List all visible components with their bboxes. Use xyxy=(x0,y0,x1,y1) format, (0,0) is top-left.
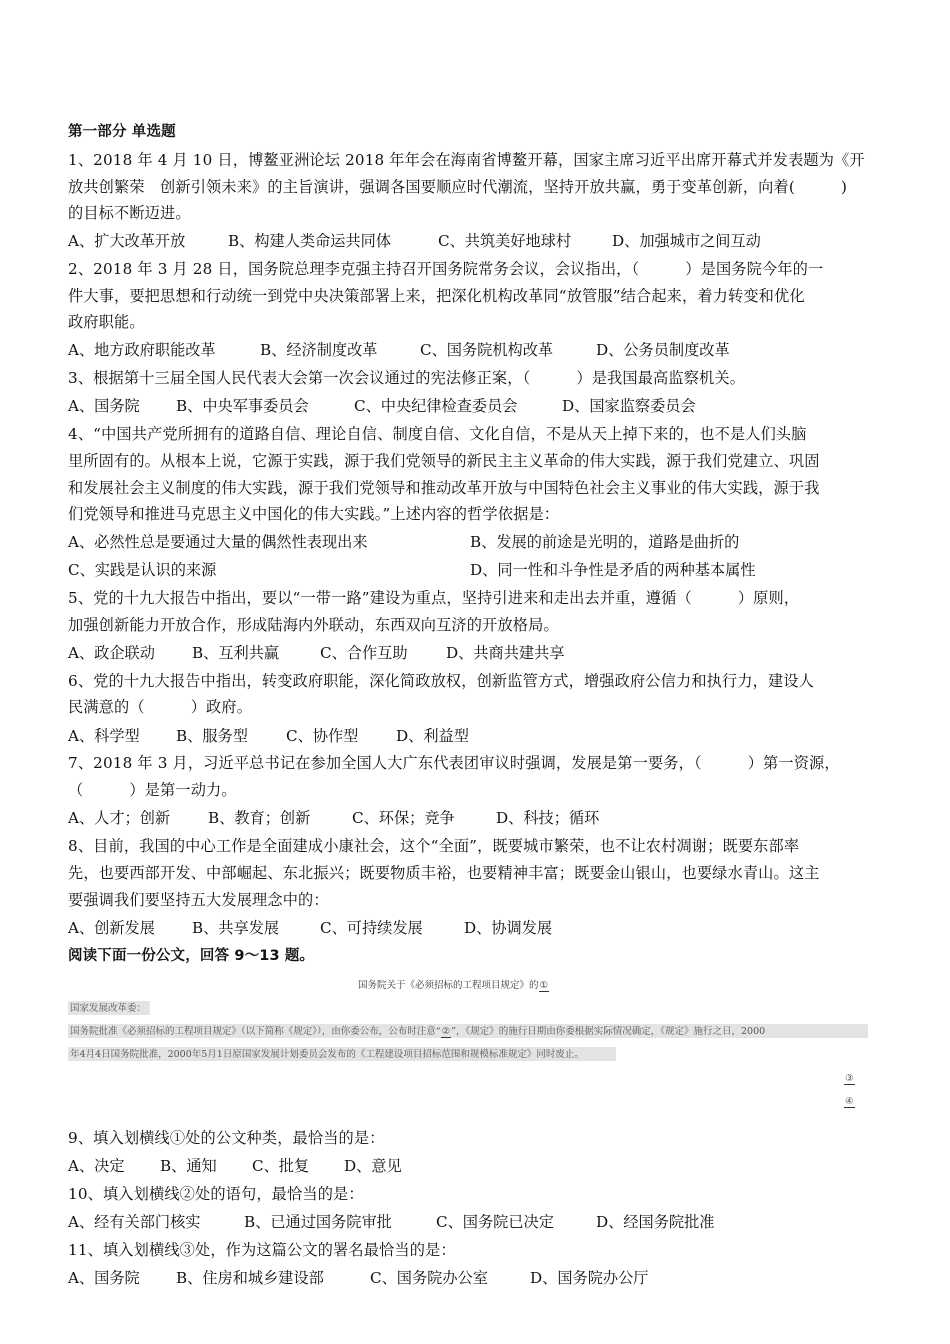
doc-title: 国务院关于《必须招标的工程项目规定》的① xyxy=(358,980,549,991)
q2-option-d: D、公务员制度改革 xyxy=(596,341,730,359)
q1-line-2: 放共创繁荣 创新引领未来》的主旨演讲，强调各国要顺应时代潮流，坚持开放共赢，勇于变革创新，向着( ) xyxy=(68,178,848,196)
q4-option-d: D、同一性和斗争性是矛盾的两种基本属性 xyxy=(470,561,756,579)
q2-line-3: 政府职能。 xyxy=(68,313,145,331)
q4-line-4: 们党领导和推进马克思主义中国化的伟大实践。”上述内容的哲学依据是： xyxy=(68,505,560,523)
q1-line-3: 的目标不断迈进。 xyxy=(68,204,191,222)
q7-line-2: （ ）是第一动力。 xyxy=(68,781,237,799)
q8-option-b: B、共享发展 xyxy=(192,919,280,937)
q4-option-b: B、发展的前途是光明的，道路是曲折的 xyxy=(470,533,740,551)
q10-option-c: C、国务院已决定 xyxy=(436,1213,554,1231)
q8-option-d: D、协调发展 xyxy=(464,919,553,937)
q8-option-c: C、可持续发展 xyxy=(320,919,423,937)
q1-option-b: B、构建人类命运共同体 xyxy=(228,232,392,250)
q5-option-a: A、政企联动 xyxy=(68,644,155,662)
q5-line-2: 加强创新能力开放合作，形成陆海内外联动，东西双向互济的开放格局。 xyxy=(68,616,559,634)
q5-option-d: D、共商共建共享 xyxy=(446,644,565,662)
doc-signature-blank: ③ xyxy=(845,1073,854,1084)
q8-line-3: 要强调我们要坚持五大发展理念中的： xyxy=(68,891,329,909)
q4-option-a: A、必然性总是要通过大量的偶然性表现出来 xyxy=(68,533,368,551)
q6-option-c: C、协作型 xyxy=(286,727,359,745)
q9-option-d: D、意见 xyxy=(344,1157,402,1175)
q7-option-c: C、环保；竞争 xyxy=(352,809,455,827)
q1-option-a: A、扩大改革开放 xyxy=(68,232,186,250)
doc-body-line-1: 国务院批准《必须招标的工程项目规定》（以下简称《规定》），由你委公布，公布时注意“②”，《规定》的施行日期由你委根据实际情况确定，《规定》施行之日，2000 xyxy=(70,1026,766,1037)
q5-line-1: 5、党的十九大报告中指出，要以“一带一路”建设为重点，坚持引进来和走出去并重，遵循（ ）原则， xyxy=(68,589,800,607)
q1-option-d: D、加强城市之间互动 xyxy=(612,232,761,250)
q10-option-b: B、已通过国务院审批 xyxy=(244,1213,392,1231)
q2-option-c: C、国务院机构改革 xyxy=(420,341,554,359)
q5-option-c: C、合作互助 xyxy=(320,644,408,662)
q10-option-d: D、经国务院批准 xyxy=(596,1213,715,1231)
q8-option-a: A、创新发展 xyxy=(68,919,155,937)
q11-option-d: D、国务院办公厅 xyxy=(530,1269,649,1287)
q8-line-2: 先，也要西部开发、中部崛起、东北振兴；既要物质丰裕，也要精神丰富；既要金山银山，也要绿水青山。这主 xyxy=(68,864,820,882)
q1-line-1: 1、2018 年 4 月 10 日，博鳌亚洲论坛 2018 年年会在海南省博鳌开幕，国家主席习近平出席开幕式并发表题为《开 xyxy=(68,151,865,169)
q10-option-a: A、经有关部门核实 xyxy=(68,1213,201,1231)
q9-stem: 9、填入划横线①处的公文种类，最恰当的是： xyxy=(68,1129,385,1147)
q7-option-b: B、教育；创新 xyxy=(208,809,311,827)
q9-option-a: A、决定 xyxy=(68,1157,125,1175)
q2-line-1: 2、2018 年 3 月 28 日，国务院总理李克强主持召开国务院常务会议，会议指出，（ ）是国务院今年的一 xyxy=(68,260,824,278)
q3-line-1: 3、根据第十三届全国人民代表大会第一次会议通过的宪法修正案，（ ）是我国最高监察机关。 xyxy=(68,369,746,387)
q4-line-3: 和发展社会主义制度的伟大实践，源于我们党领导和推动改革开放与中国特色社会主义事业的伟大实践，源于我 xyxy=(68,479,820,497)
q3-option-c: C、中央纪律检查委员会 xyxy=(354,397,518,415)
q1-option-c: C、共筑美好地球村 xyxy=(438,232,572,250)
q6-option-b: B、服务型 xyxy=(176,727,248,745)
q7-option-a: A、人才；创新 xyxy=(68,809,171,827)
reading-title: 阅读下面一份公文，回答 9～13 题。 xyxy=(68,948,315,964)
q10-stem: 10、填入划横线②处的语句，最恰当的是： xyxy=(68,1185,364,1203)
q11-option-a: A、国务院 xyxy=(68,1269,140,1287)
q7-line-1: 7、2018 年 3 月，习近平总书记在参加全国人大广东代表团审议时强调，发展是第一要务，（ ）第一资源， xyxy=(68,754,840,772)
q9-option-b: B、通知 xyxy=(160,1157,217,1175)
q4-line-2: 里所固有的。从根本上说，它源于实践，源于我们党领导的新民主主义革命的伟大实践，源于我们党建立、巩固 xyxy=(68,452,820,470)
q6-option-a: A、科学型 xyxy=(68,727,140,745)
q4-option-c: C、实践是认识的来源 xyxy=(68,561,217,579)
q8-line-1: 8、目前，我国的中心工作是全面建成小康社会，这个“全面”，既要城市繁荣，也不让农村凋谢；既要东部率 xyxy=(68,837,800,855)
doc-body-line-2: 年4月4日国务院批准，2000年5月1日原国家发展计划委员会发布的《工程建设项目招标范围和规模标准规定》同时废止。 xyxy=(70,1049,584,1060)
q9-option-c: C、批复 xyxy=(252,1157,310,1175)
q11-option-b: B、住房和城乡建设部 xyxy=(176,1269,324,1287)
q3-option-a: A、国务院 xyxy=(68,397,140,415)
q6-line-2: 民满意的（ ）政府。 xyxy=(68,698,253,716)
q11-option-c: C、国务院办公室 xyxy=(370,1269,488,1287)
q3-option-d: D、国家监察委员会 xyxy=(562,397,696,415)
q7-option-d: D、科技；循环 xyxy=(496,809,600,827)
q4-line-1: 4、“中国共产党所拥有的道路自信、理论自信、制度自信、文化自信，不是从天上掉下来的，也不是人们头脑 xyxy=(68,425,807,443)
q3-option-b: B、中央军事委员会 xyxy=(176,397,309,415)
doc-date-blank: ④ xyxy=(845,1096,854,1107)
doc-addressee: 国家发展改革委： xyxy=(70,1003,147,1014)
q2-option-a: A、地方政府职能改革 xyxy=(68,341,216,359)
q11-stem: 11、填入划横线③处，作为这篇公文的署名最恰当的是： xyxy=(68,1241,456,1259)
q6-line-1: 6、党的十九大报告中指出，转变政府职能，深化简政放权，创新监管方式，增强政府公信力和执行力，建设人 xyxy=(68,672,815,690)
section-title: 第一部分 单选题 xyxy=(68,124,176,140)
q6-option-d: D、利益型 xyxy=(396,727,469,745)
q2-line-2: 件大事，要把思想和行动统一到党中央决策部署上来，把深化机构改革同“放管服”结合起来，着力转变和优化 xyxy=(68,287,805,305)
q2-option-b: B、经济制度改革 xyxy=(260,341,378,359)
q5-option-b: B、互利共赢 xyxy=(192,644,280,662)
